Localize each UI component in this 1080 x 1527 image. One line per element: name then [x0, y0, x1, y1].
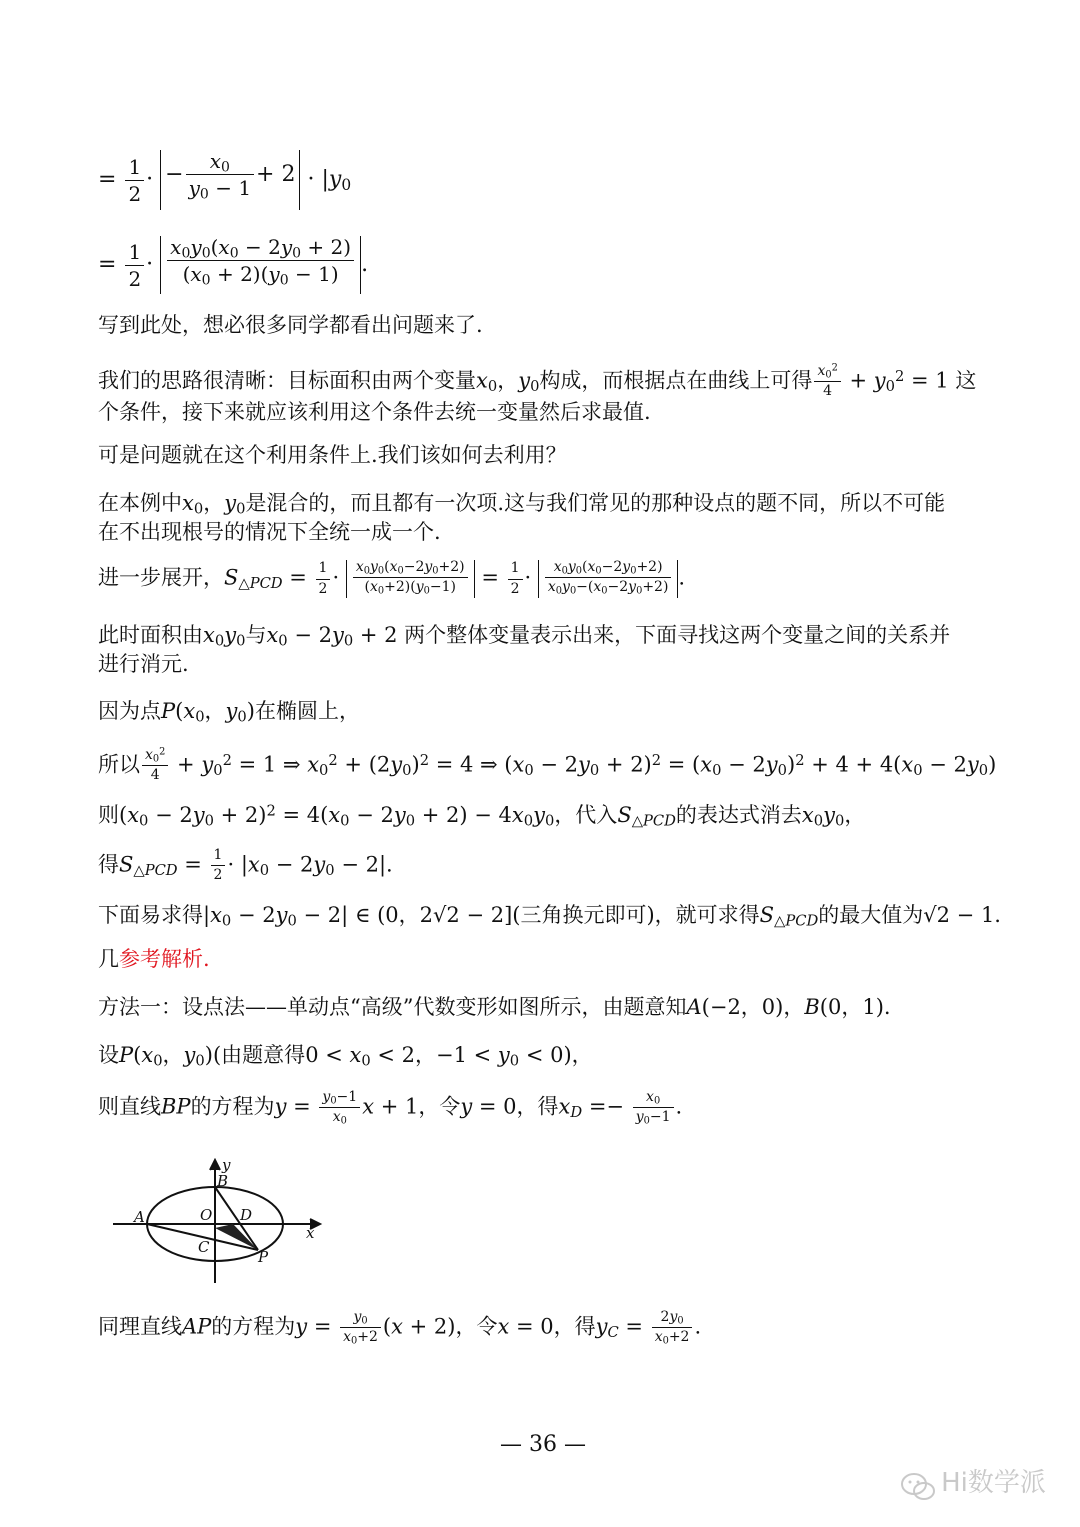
- text-line-12: 则$(x_0 - 2y_0 + 2)^2 = 4(x_0 - 2y_0 + 2) - 4x_0y_0$，代入$S_{\triangle PCD}$的表达式消去$x_0y_0$，: [98, 802, 866, 830]
- text-line-14: 下面易求得$|x_0 - 2y_0 - 2|$ ∈ (0，2√2 − 2](三角换元即可)，就可求得$S_{\triangle PCD}$的最大值为√2 − 1.: [98, 903, 1001, 930]
- label-c: C: [198, 1238, 210, 1256]
- label-b: B: [217, 1172, 229, 1190]
- label-x: x: [306, 1224, 315, 1242]
- text-line-5: 在本例中$x_0$，$y_0$是混合的，而且都有一次项.这与我们常见的那种设点的题不同，所以不可能: [98, 491, 946, 518]
- ellipse-diagram: [108, 1158, 338, 1288]
- text-line-6: 在不出现根号的情况下全统一成一个.: [98, 520, 441, 544]
- watermark-text: Hi数学派: [941, 1468, 1046, 1498]
- text-line-9: 进行消元.: [98, 652, 189, 676]
- text-line-17: 设$P(x_0$，$y_0$)(由题意得$0 < x_0 < 2$，$-1 < y_0 < 0$)，: [98, 1043, 593, 1070]
- text-line-18: 则直线BP的方程为y = $\frac{y_0-1}{x_0}$ x + 1，令y = 0，得$x_D$ =− $\frac{x_0}{y_0-1}$ .: [98, 1089, 683, 1127]
- text-line-15: 几参考解析.: [98, 947, 210, 971]
- text-line-3: 个条件，接下来就应该利用这个条件去统一变量然后求最值.: [98, 400, 651, 424]
- text-line-10: 因为点$P(x_0$，$y_0$)在椭圆上，: [98, 699, 360, 726]
- label-p: P: [258, 1248, 269, 1266]
- label-o: O: [200, 1206, 213, 1224]
- text-line-2: 我们的思路很清晰：目标面积由两个变量$x_0$，$y_0$构成，而根据点在曲线上可得 $\frac{x_0^2}{4}$ + $y_0^2 = 1$ 这: [98, 362, 977, 400]
- triangle-pcd: [215, 1224, 258, 1250]
- text-line-7: 进一步展开，$S_{\triangle PCD}$ = $\frac{1}{2}$ · $\frac{x_0y_0(x_0-2y_0+2)}{(x_0+2)(y_0-1)}$ = $\frac{1}{2}$ · $\frac{x_0y_0(x_0-2y_0+2)}{x_0y_0-(x_0-2y_0+2)}$ .: [98, 559, 686, 597]
- text-line-11: 所以 $\frac{x_0^2}{4}$ + $y_0^2 = 1$ ⇒ $x_0^2 + (2y_0)^2 = 4$ ⇒ $(x_0 - 2y_0 + 2)^2 = (x_0 - 2y_0)^2 + 4 + 4(x_0 - 2y_0)$: [98, 746, 997, 784]
- text-line-13: 得$S_{\triangle PCD}$ = $\frac{1}{2}$ · $|x_0 - 2y_0 - 2|$.: [98, 847, 393, 884]
- label-a: A: [134, 1208, 145, 1226]
- text-line-19: 同理直线AP的方程为y = $\frac{y_0}{x_0+2}$ (x + 2)，令x = 0，得$y_C$ = $\frac{2y_0}{x_0+2}$ .: [98, 1309, 702, 1347]
- watermark: [900, 1462, 1046, 1502]
- label-d: D: [240, 1206, 253, 1224]
- equation-line-1: = $\frac{1}{2}$ · − $\frac{x_0}{y_0 - 1}$ + $2 \cdot |y_0$: [98, 150, 351, 210]
- equation-line-2: = $\frac{1}{2}$ · $\frac{x_0y_0(x_0 - 2y_0 + 2)}{(x_0 + 2)(y_0 - 1)}$ .: [98, 236, 368, 294]
- label-y: y: [222, 1158, 231, 1174]
- text-line-1: 写到此处，想必很多同学都看出问题来了.: [98, 313, 483, 337]
- text-line-16: 方法一：设点法——单动点“高级”代数变形如图所示，由题意知A(−2，0)，B(0，1).: [98, 995, 891, 1019]
- text-line-8: 此时面积由$x_0y_0$与$x_0 - 2y_0 + 2$ 两个整体变量表示出来，下面寻找这两个变量之间的关系并: [98, 623, 951, 650]
- page-number: — 36 —: [500, 1432, 586, 1457]
- wechat-icon: [900, 1472, 936, 1502]
- text-line-4: 可是问题就在这个利用条件上.我们该如何去利用？: [98, 443, 567, 467]
